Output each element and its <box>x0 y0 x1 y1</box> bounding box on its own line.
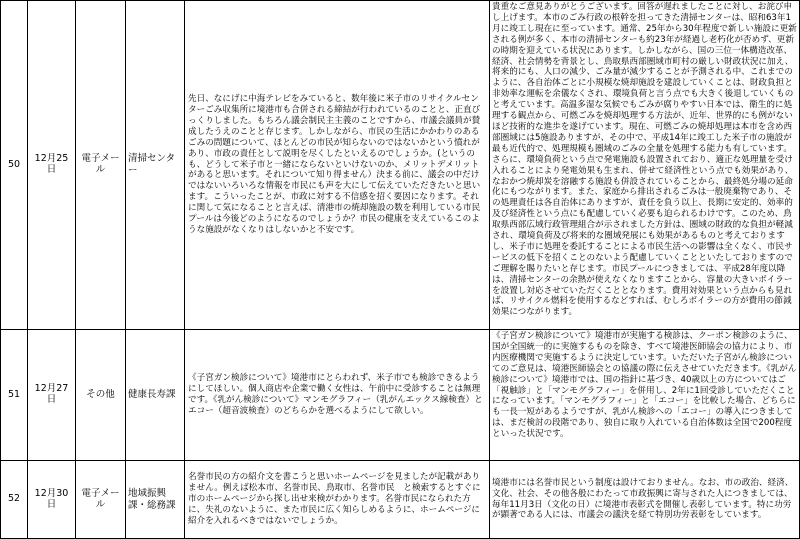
row-number: 52 <box>1 461 28 539</box>
table-row <box>1 1 800 330</box>
row-number: 50 <box>1 1 28 330</box>
row-route: その他 <box>76 330 126 461</box>
row-answer: 境港市には名誉市民という制度は設けておりません。なお、市の政治、経済、文化、社会、その他各般にわたって市政振興に寄与された人につきましては、毎年11月3日（文化の日）に境港市表彰式を開催し表彰しています。特に功労が顕著である人には、市議会の議決を経て特別功労表彰をしています。 <box>490 461 800 539</box>
row-answer: 《子宮ガン検診について》境港市が実施する検診は、クーポン検診のように、国が全国統一的に実施するものを除き、すべて境港医師協会の協力により、市内医療機関で実施するように決定しています。いただいた子宮がん検診についてのご意見は、境港医師協会との協議の際に伝えさせていただきます。《乳がん検診について》境港市では、国の指針に基づき、40歳以上の方についてはご「視触診」と「マンモグラフィー」を併用し、2年に1回受診していただくことになっています。「マンモグラフィー」と「エコー」を比較した場合、どちらにも一長一短があるようですが、乳がん検診への「エコー」の導入につきましては、まだ検討の段階であり、独自に取り入れている自治体数は全国で200程度といった状況です。 <box>490 330 800 461</box>
table-row <box>1 330 800 461</box>
row-department: 健康長寿課 <box>126 330 185 461</box>
row-opinion: 名誉市民の方の紹介文を書こうと思いホームページを見ましたが記載がありません。例えば松本市、名誉市民、鳥取市、名誉市民 と検索するとすぐに市のホームページから探し出せ来検がわかります。名誉市民になられた方に、失礼のないように、また市民に広く知らしめるように、ホームページに紹介を入れるべきではないでしょうか。 <box>185 461 490 539</box>
row-route: 電子メール <box>76 461 126 539</box>
row-number: 51 <box>1 330 28 461</box>
row-opinion: 《子宮ガン検診について》境港市にとらわれず、米子市でも検診できるようにしてほしい。個人商店や企業で働く女性は、午前中に受診することは無理です。《乳がん検診について》マンモグラフィー（乳がんエックス線検査）とエコー（超音波検査）のどちらかを選べるようにして欲しい。 <box>185 330 490 461</box>
table-row <box>1 461 800 539</box>
row-department: 清掃センター <box>126 1 185 330</box>
row-opinion: 先日、なにげに中海テレビをみていると、数年後に米子市のリサイクルセンターごみ収集所に境港市も合併される締結が行われているのことと、正直びっくりしました。もちろん議会制民主主義のことですから、市議会議員が賛成したうえのことと存じます。しかしながら、市民の生活にかかわりのあるごみの問題について、ほとんどの市民が知らないのではないかという憤れがあり、市政の責任として説明を尽くしたといえるのでしょうか。(というのも、どうして米子市と一緒にならないといけないのか、メリットデメリットがあると思います。それについて知り得ません）決まる前に、議会の中だけではないいろいろな情報を市民にも声を大にして伝えていただきたいと思います。こういったことが、市政に対する不信感を招く要因になります。それに関して気になることと言えば、清港市の焼却施設の数を利用している市民プールは今後どのようになるのでしょうか？市民の健康を支えているこのような施設がなくなりはしないかと不安です。 <box>185 1 490 330</box>
row-route: 電子メール <box>76 1 126 330</box>
row-answer: 貴重なご意見ありがとうございます。回答が遅れましたことに対し、お詫び申し上げます。本市のごみ行政の根幹を担ってきた清掃センターは、昭和63年1月に竣工し現在に至っています。通常、25年から30年程度で新しい施設に更新される例が多く、本市の清掃センターも約23年が経過し老朽化が否めず、更新の時期を迎えている状況にあります。しかしながら、国の三位一体構造改革、経済、社会情勢を背景とし、鳥取県西部圏域市町村の厳しい財政状況に加え、将来的にも、人口の減少、ごみ量が減少することが予測される中、これまでのように、各自治体ごとに小規模な焼却施設を建設していくことは、財政負担と非効率な運転を余儀なくされ、環境負荷と言う点でも大きく後退していくものと考えています。高温多湿な気候でもごみが腐りやすい日本では、衛生的に処理する観点から、可燃ごみを焼却処理する方法が、近年、世界的にも例がないほど技術的な進歩を遂げています。現在、可燃ごみの焼却処理は本市を含め西部圏域には5施設ありますが、その中で、平成14年に竣工した米子市の施設が最も近代的で、処理規模も圏域のごみの全量を処理する能力も有しています。さらに、環境負荷という点で発電施設も設置されており、適正な処理量を受け入れることにより発電効果も生まれ、併せて経済性という点でも効果があり、なおかつ焼却炭を溶融する施設も併設されていることから、最終処分場の延命化にもつながります。また、家庭から排出されるごみは一般廃棄物であり、その処理責任は各自治体にありますが、責任を負う以上、長期に安定的、効率的及び経済性という点にも配慮していく必要も迫られるわけです。このため、鳥取県西部広域行政管理組合が示されました方針は、圏域の財政的な負担が軽減され、環境負荷及び将来的な圏域発展にも効果があるものと考えておりますし、米子市に処理を委託することによる市民生活への影響は全くなく、市民サービスの低下を招くことのないよう配慮していくことといたしておりますのでご理解を賜りたいと存じます。市民プールにつきましては、平成28年度以降は、清掃センターの余熱が使えなくなりますことから、容量の大きいボイラーを設置し対応させていただくこととなります。費用対効果という点からも見れば、リサイクル燃料を使用するなどすれば、むしろボイラーの方が費用の節減効果につながります。 <box>490 1 800 330</box>
row-department: 地域振興課・総務課 <box>126 461 185 539</box>
row-date: 12月27日 <box>28 330 76 461</box>
row-date: 12月25日 <box>28 1 76 330</box>
row-date: 12月30日 <box>28 461 76 539</box>
